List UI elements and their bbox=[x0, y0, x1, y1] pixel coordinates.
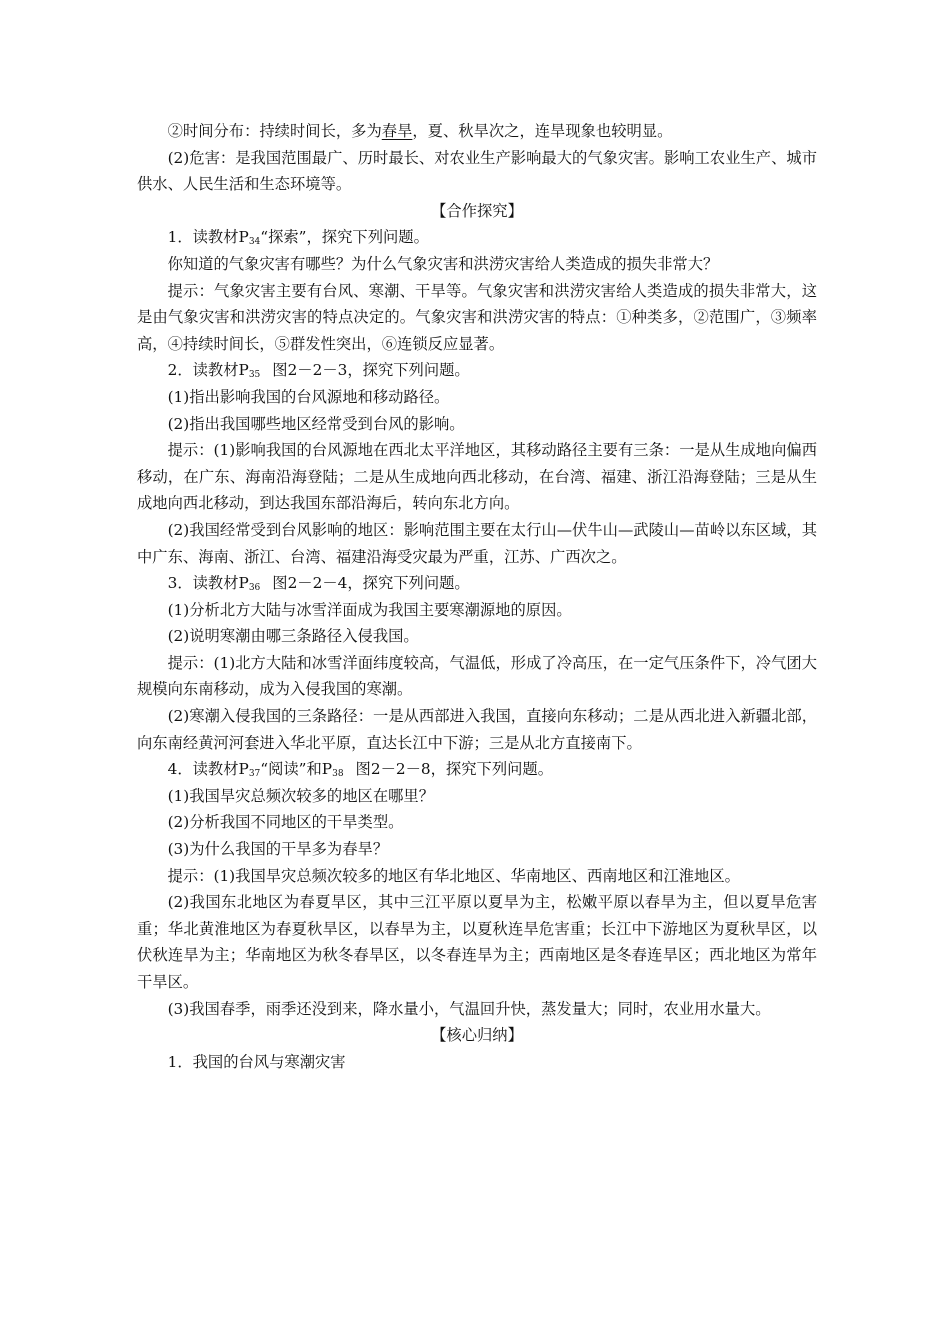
question-4-hint-2: (2)我国东北地区为春夏旱区，其中三江平原以夏旱为主，松嫩平原以春旱为主，但以夏旱危害重；华北黄淮地区为春夏秋旱区，以春旱为主，以夏秋连旱危害重；长江中下游地区为夏秋旱区，以伏秋连旱为主；华南地区为秋冬春旱区，以冬春连旱为主；西南地区是冬春连旱区；西北地区为常年干旱区。 bbox=[137, 893, 817, 991]
question-4-item-1: (1)我国旱灾总频次较多的地区在哪里？ bbox=[167, 786, 435, 805]
question-3-item-1: (1)分析北方大陆与冰雪洋面成为我国主要寒潮源地的原因。 bbox=[167, 600, 572, 619]
question-2-item-1: (1)指出影响我国的台风源地和移动路径。 bbox=[167, 387, 450, 406]
question-4-item-3: (3)为什么我国的干旱多为春旱？ bbox=[167, 840, 389, 859]
question-1-title: 1．读教材$P_{34}“$探索”，探究下列问题。 bbox=[167, 228, 429, 248]
question-4-hint-1: 提示：(1)我国旱灾总频次较多的地区有华北地区、华南地区、西南地区和江淮地区。 bbox=[167, 866, 740, 885]
question-2-hint-2: (2)我国经常受到台风影响的地区：影响范围主要在太行山—伏牛山—武陵山—苗岭以东区域，其中广东、海南、浙江、台湾、福建沿海受灾最为严重，江苏、广西次之。 bbox=[137, 520, 817, 566]
question-1-hint: 提示：气象灾害主要有台风、寒潮、干旱等。气象灾害和洪涝灾害给人类造成的损失非常大，这是由气象灾害和洪涝灾害的特点决定的。气象灾害和洪涝灾害的特点：①种类多，②范围广，③频率高，④持续时间长，⑤群发性突出，⑥连锁反应显著。 bbox=[137, 281, 817, 353]
question-2-hint-1: 提示：(1)影响我国的台风源地在西北太平洋地区，其移动路径主要有三条：一是从生成地向偏西移动，在广东、海南沿海登陆；二是从生成地向西北移动，在台湾、福建、浙江沿海登陆；三是从生成地向西北移动，到达我国东部沿海后，转向东北方向。 bbox=[137, 441, 817, 513]
section-heading-cooperative-inquiry: 【合作探究】 bbox=[431, 201, 523, 220]
question-1-text: 你知道的气象灾害有哪些？为什么气象灾害和洪涝灾害给人类造成的损失非常大？ bbox=[167, 254, 719, 273]
question-3-hint-1: 提示：(1)北方大陆和冰雪洋面纬度较高，气温低，形成了冷高压，在一定气压条件下，冷气团大规模向东南移动，成为入侵我国的寒潮。 bbox=[137, 653, 817, 699]
question-4-title: 4．读教材$P_{37}“$阅读”和$P_{38}$ 图2－2－8，探究下列问题。 bbox=[167, 760, 554, 780]
question-2-title: 2．读教材$P_{35}$ 图2－2－3，探究下列问题。 bbox=[167, 361, 470, 381]
question-4-hint-3: (3)我国春季，雨季还没到来，降水量小，气温回升快，蒸发量大；同时，农业用水量大。 bbox=[167, 999, 771, 1018]
section-heading-core-summary: 【核心归纳】 bbox=[431, 1026, 523, 1045]
question-2-item-2: (2)指出我国哪些地区经常受到台风的影响。 bbox=[167, 414, 465, 433]
underlined-term: 春旱 bbox=[381, 122, 413, 140]
paragraph-time-distribution: ②时间分布：持续时间长，多为春旱，夏、秋旱次之，连旱现象也较明显。 bbox=[167, 122, 673, 140]
question-4-item-2: (2)分析我国不同地区的干旱类型。 bbox=[167, 813, 404, 832]
question-3-item-2: (2)说明寒潮由哪三条路径入侵我国。 bbox=[167, 627, 419, 646]
paragraph-hazard: (2)危害：是我国范围最广、历时最长、对农业生产影响最大的气象灾害。影响工农业生产、城市供水、人民生活和生态环境等。 bbox=[137, 148, 817, 194]
summary-item-1: 1．我国的台风与寒潮灾害 bbox=[167, 1052, 346, 1071]
question-3-hint-2: (2)寒潮入侵我国的三条路径：一是从西部进入我国，直接向东移动；二是从西北进入新疆北部，向东南经黄河河套进入华北平原，直达长江中下游；三是从北方直接南下。 bbox=[137, 707, 817, 752]
document-body bbox=[137, 118, 817, 1075]
question-3-title: 3．读教材$P_{36}$ 图2－2－4，探究下列问题。 bbox=[167, 574, 470, 594]
